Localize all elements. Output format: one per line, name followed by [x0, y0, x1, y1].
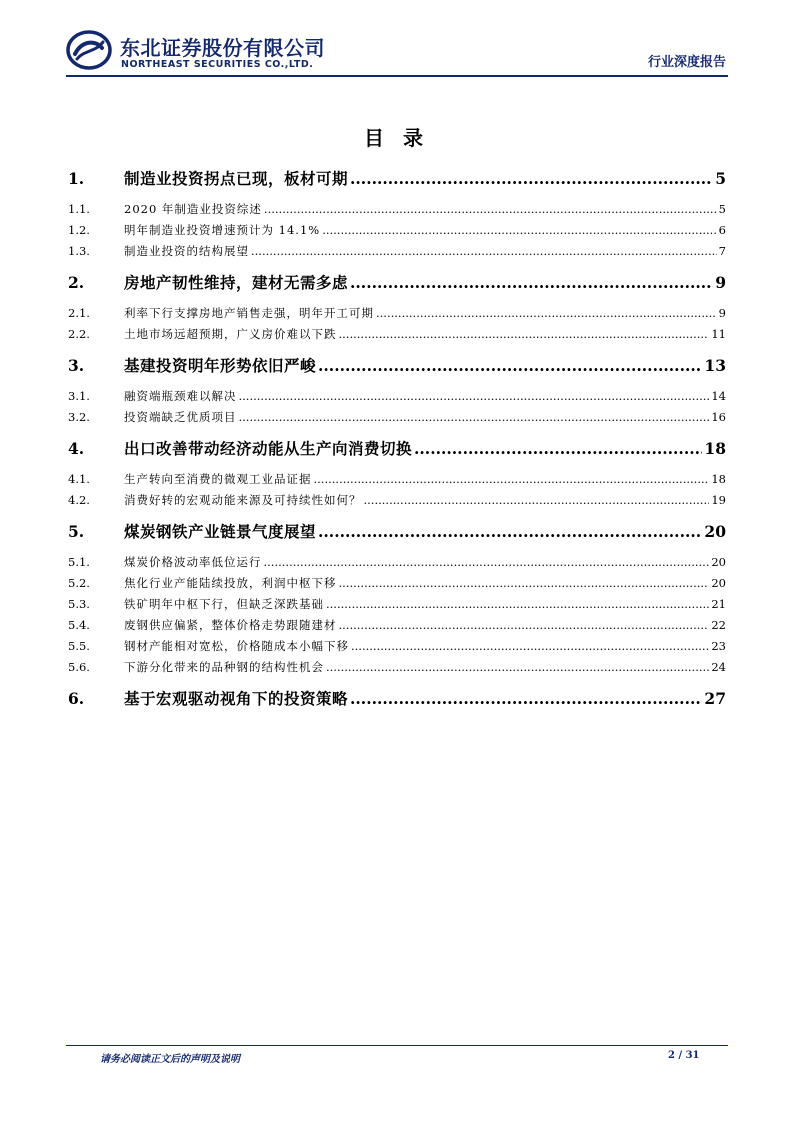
company-logo-icon: [66, 30, 112, 70]
toc-page-number: 22: [711, 618, 726, 632]
toc-section-entry[interactable]: [68, 386, 726, 407]
toc-heading: 投资端缺乏优质项目: [124, 410, 237, 424]
toc-page-number: 20: [711, 576, 726, 590]
toc-page-number: 20: [711, 555, 726, 569]
toc-number: 1.1.: [68, 202, 90, 216]
toc-heading: 铁矿明年中枢下行，但缺乏深跌基础: [124, 597, 324, 611]
toc-section-entry[interactable]: [68, 657, 726, 678]
toc-leader-dots: [350, 262, 713, 303]
toc-number: 1.: [68, 169, 85, 188]
toc-heading: 生产转向至消费的微观工业品证据: [124, 472, 312, 486]
company-name-en: NORTHEAST SECURITIES CO.,LTD.: [121, 59, 314, 70]
toc-section-entry[interactable]: [68, 324, 726, 345]
toc-section-entry[interactable]: [68, 594, 726, 615]
toc-page-number: 18: [711, 472, 726, 486]
toc-section-entry[interactable]: [68, 303, 726, 324]
toc-number: 3.: [68, 356, 85, 375]
toc-leader-dots: [339, 573, 710, 594]
toc-title: 目 录: [364, 126, 429, 150]
toc-section-entry[interactable]: [68, 469, 726, 490]
header-divider: [66, 75, 728, 77]
toc-leader-dots: [339, 324, 710, 345]
toc-leader-dots: [239, 407, 710, 428]
toc-heading: 2020 年制造业投资综述: [124, 202, 262, 216]
toc-chapter-entry[interactable]: [68, 158, 726, 199]
company-name-cn: 东北证券股份有限公司: [120, 36, 325, 60]
toc-heading: 废钢供应偏紧，整体价格走势跟随建材: [124, 618, 337, 632]
toc-page-number: 19: [711, 493, 726, 507]
toc-section-entry[interactable]: [68, 490, 726, 511]
toc-leader-dots: [322, 220, 716, 241]
toc-page-number: 5: [718, 202, 726, 216]
toc-section-entry[interactable]: [68, 636, 726, 657]
toc-heading: 下游分化带来的品种钢的结构性机会: [124, 660, 324, 674]
toc-number: 4.2.: [68, 493, 90, 507]
toc-page-number: 20: [704, 522, 726, 541]
toc-number: 2.1.: [68, 306, 90, 320]
toc-chapter-entry[interactable]: [68, 678, 726, 719]
toc-heading: 煤炭钢铁产业链景气度展望: [124, 523, 317, 541]
toc-number: 1.3.: [68, 244, 90, 258]
toc-page-number: 6: [718, 223, 726, 237]
toc-number: 4.: [68, 439, 85, 458]
toc-chapter-entry[interactable]: [68, 511, 726, 552]
toc-number: 6.: [68, 689, 85, 708]
toc-leader-dots: [364, 490, 710, 511]
toc-leader-dots: [350, 678, 702, 719]
toc-heading: 焦化行业产能陆续投放，利润中枢下移: [124, 576, 337, 590]
toc-number: 5.2.: [68, 576, 90, 590]
toc-heading: 制造业投资拐点已现，板材可期: [124, 170, 349, 188]
toc-number: 5.1.: [68, 555, 90, 569]
toc-section-entry[interactable]: [68, 615, 726, 636]
toc-number: 5.6.: [68, 660, 90, 674]
toc-page-number: 16: [711, 410, 726, 424]
toc-heading: 房地产韧性维持，建材无需多虑: [124, 274, 349, 292]
toc-heading: 出口改善带动经济动能从生产向消费切换: [124, 440, 413, 458]
toc-chapter-entry[interactable]: [68, 262, 726, 303]
toc-page-number: 9: [715, 273, 726, 292]
toc-heading: 钢材产能相对宽松，价格随成本小幅下移: [124, 639, 349, 653]
toc-leader-dots: [350, 158, 713, 199]
toc-leader-dots: [326, 657, 709, 678]
toc-number: 5.4.: [68, 618, 90, 632]
toc-page-number: 7: [718, 244, 726, 258]
toc-page-number: 23: [711, 639, 726, 653]
toc-leader-dots: [314, 469, 710, 490]
toc-leader-dots: [376, 303, 717, 324]
toc-section-entry[interactable]: [68, 407, 726, 428]
toc-page-number: 24: [711, 660, 726, 674]
toc-leader-dots: [318, 345, 702, 386]
toc-heading: 基于宏观驱动视角下的投资策略: [124, 690, 349, 708]
toc-page-number: 27: [704, 689, 726, 708]
toc-heading: 制造业投资的结构展望: [124, 244, 249, 258]
toc-number: 5.3.: [68, 597, 90, 611]
toc-section-entry[interactable]: [68, 220, 726, 241]
toc-section-entry[interactable]: [68, 199, 726, 220]
disclaimer-note: 请务必阅读正文后的声明及说明: [100, 1054, 240, 1065]
toc-leader-dots: [326, 594, 709, 615]
toc-heading: 利率下行支撑房地产销售走强，明年开工可期: [124, 306, 374, 320]
toc-heading: 煤炭价格波动率低位运行: [124, 555, 262, 569]
table-of-contents: [68, 158, 726, 719]
toc-number: 3.2.: [68, 410, 90, 424]
toc-page-number: 11: [711, 327, 726, 341]
toc-heading: 明年制造业投资增速预计为 14.1%: [124, 223, 321, 237]
footer-divider: [66, 1045, 728, 1046]
toc-page-number: 13: [704, 356, 726, 375]
toc-number: 2.2.: [68, 327, 90, 341]
toc-leader-dots: [239, 386, 710, 407]
page-number: 2 / 31: [668, 1050, 700, 1061]
toc-leader-dots: [339, 615, 710, 636]
toc-heading: 消费好转的宏观动能来源及可持续性如何？: [124, 493, 362, 507]
toc-leader-dots: [264, 199, 717, 220]
toc-number: 3.1.: [68, 389, 90, 403]
toc-page-number: 9: [718, 306, 726, 320]
report-type-label: 行业深度报告: [647, 55, 726, 70]
toc-page-number: 18: [704, 439, 726, 458]
toc-section-entry[interactable]: [68, 552, 726, 573]
toc-chapter-entry[interactable]: [68, 345, 726, 386]
toc-number: 2.: [68, 273, 85, 292]
toc-number: 1.2.: [68, 223, 90, 237]
toc-heading: 融资端瓶颈难以解决: [124, 389, 237, 403]
toc-section-entry[interactable]: [68, 241, 726, 262]
toc-heading: 基建投资明年形势依旧严峻: [124, 357, 317, 375]
page-header: [66, 26, 728, 78]
toc-leader-dots: [251, 241, 717, 262]
toc-heading: 土地市场远超预期，广义房价难以下跌: [124, 327, 337, 341]
toc-chapter-entry[interactable]: [68, 428, 726, 469]
toc-leader-dots: [414, 428, 702, 469]
toc-number: 5.: [68, 522, 85, 541]
toc-section-entry[interactable]: [68, 573, 726, 594]
toc-page-number: 5: [715, 169, 726, 188]
toc-leader-dots: [351, 636, 709, 657]
toc-leader-dots: [264, 552, 710, 573]
toc-leader-dots: [318, 511, 702, 552]
toc-page-number: 21: [711, 597, 726, 611]
toc-number: 4.1.: [68, 472, 90, 486]
toc-number: 5.5.: [68, 639, 90, 653]
toc-page-number: 14: [711, 389, 726, 403]
